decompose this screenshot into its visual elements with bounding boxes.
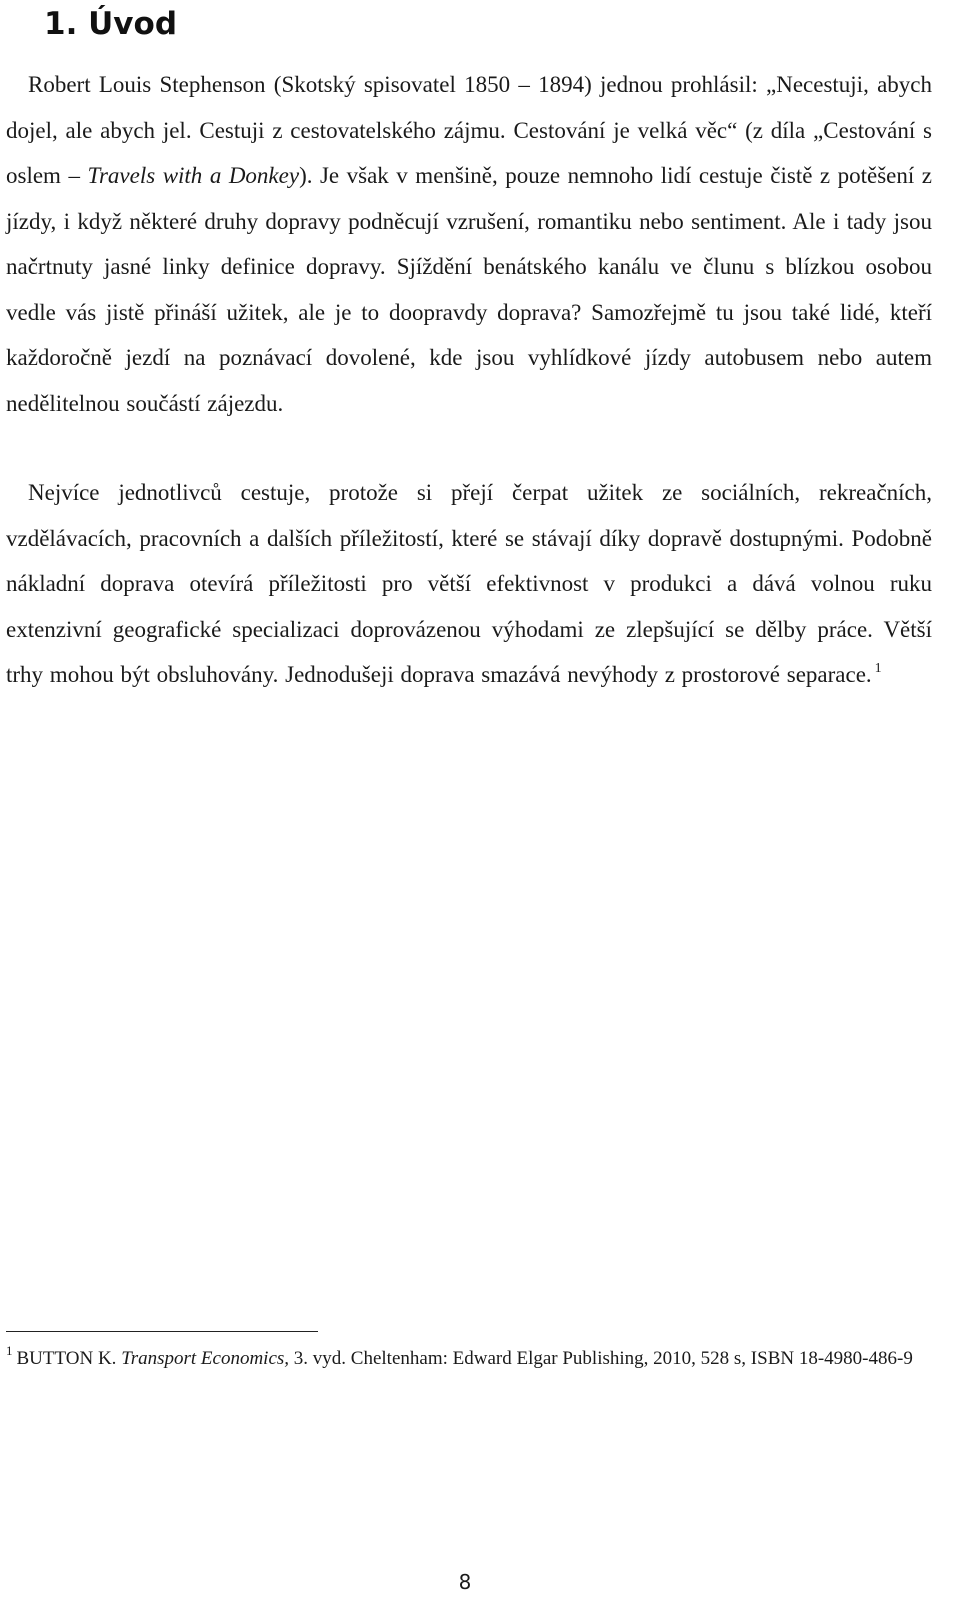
- second-paragraph: [6, 470, 932, 698]
- footnote: [6, 1345, 926, 1372]
- footnote-separator: [6, 1331, 318, 1332]
- footnote-title: Transport Economics,: [121, 1348, 290, 1369]
- book-title-italic: Travels with a Donkey: [87, 163, 300, 188]
- intro-paragraph: [6, 62, 932, 426]
- footnote-details: 3. vyd. Cheltenham: Edward Elgar Publishing, 2010, 528 s, ISBN 18-4980-486-9: [289, 1348, 913, 1369]
- page-number: 8: [458, 1570, 472, 1594]
- paragraph-text-end: ). Je však v menšině, pouze nemnoho lidí cestuje čistě z potěšení z jízdy, i když některé druhy dopravy podněcují vzrušení, romantiku nebo sentiment. Ale i tady jsou načrtnuty jasné linky definice dopravy. Sjíždění benátského kanálu ve člunu s blízkou osobou vedle vás jistě přináší užitek, ale je to doopravdy doprava? Samozřejmě tu jsou také lidé, kteří každoročně jezdí na poznávací dovolené, kde jsou vyhlídkové jízdy autobusem nebo autem nedělitelnou součástí zájezdu.: [6, 163, 932, 416]
- footnote-reference: 1: [874, 661, 882, 676]
- footnote-author: BUTTON K.: [16, 1348, 122, 1369]
- footnote-number: 1: [6, 1343, 13, 1358]
- paragraph-text-start: Robert Louis Stephenson (Skotský spisovatel 1850 – 1894) jednou prohlásil: „Necestuji, abych dojel, ale abych jel. Cestuji z cestovatelského zájmu. Cestování je velká věc“ (z díla „Cestování s oslem –: [6, 72, 932, 188]
- paragraph-text: Nejvíce jednotlivců cestuje, protože si přejí čerpat užitek ze sociálních, rekreačních, vzdělávacích, pracovních a dalších příležitostí, které se stávají díky dopravě dostupnými. Podobně nákladní doprava otevírá příležitosti pro větší efektivnost v produkci a dává volnou ruku extenzivní geografické specializaci doprovázenou výhodami ze zlepšující se dělby práce. Větší trhy mohou být obsluhovány. Jednodušeji doprava smazává nevýhody z prostorové separace.: [6, 480, 932, 687]
- chapter-heading: 1. Úvod: [44, 6, 178, 42]
